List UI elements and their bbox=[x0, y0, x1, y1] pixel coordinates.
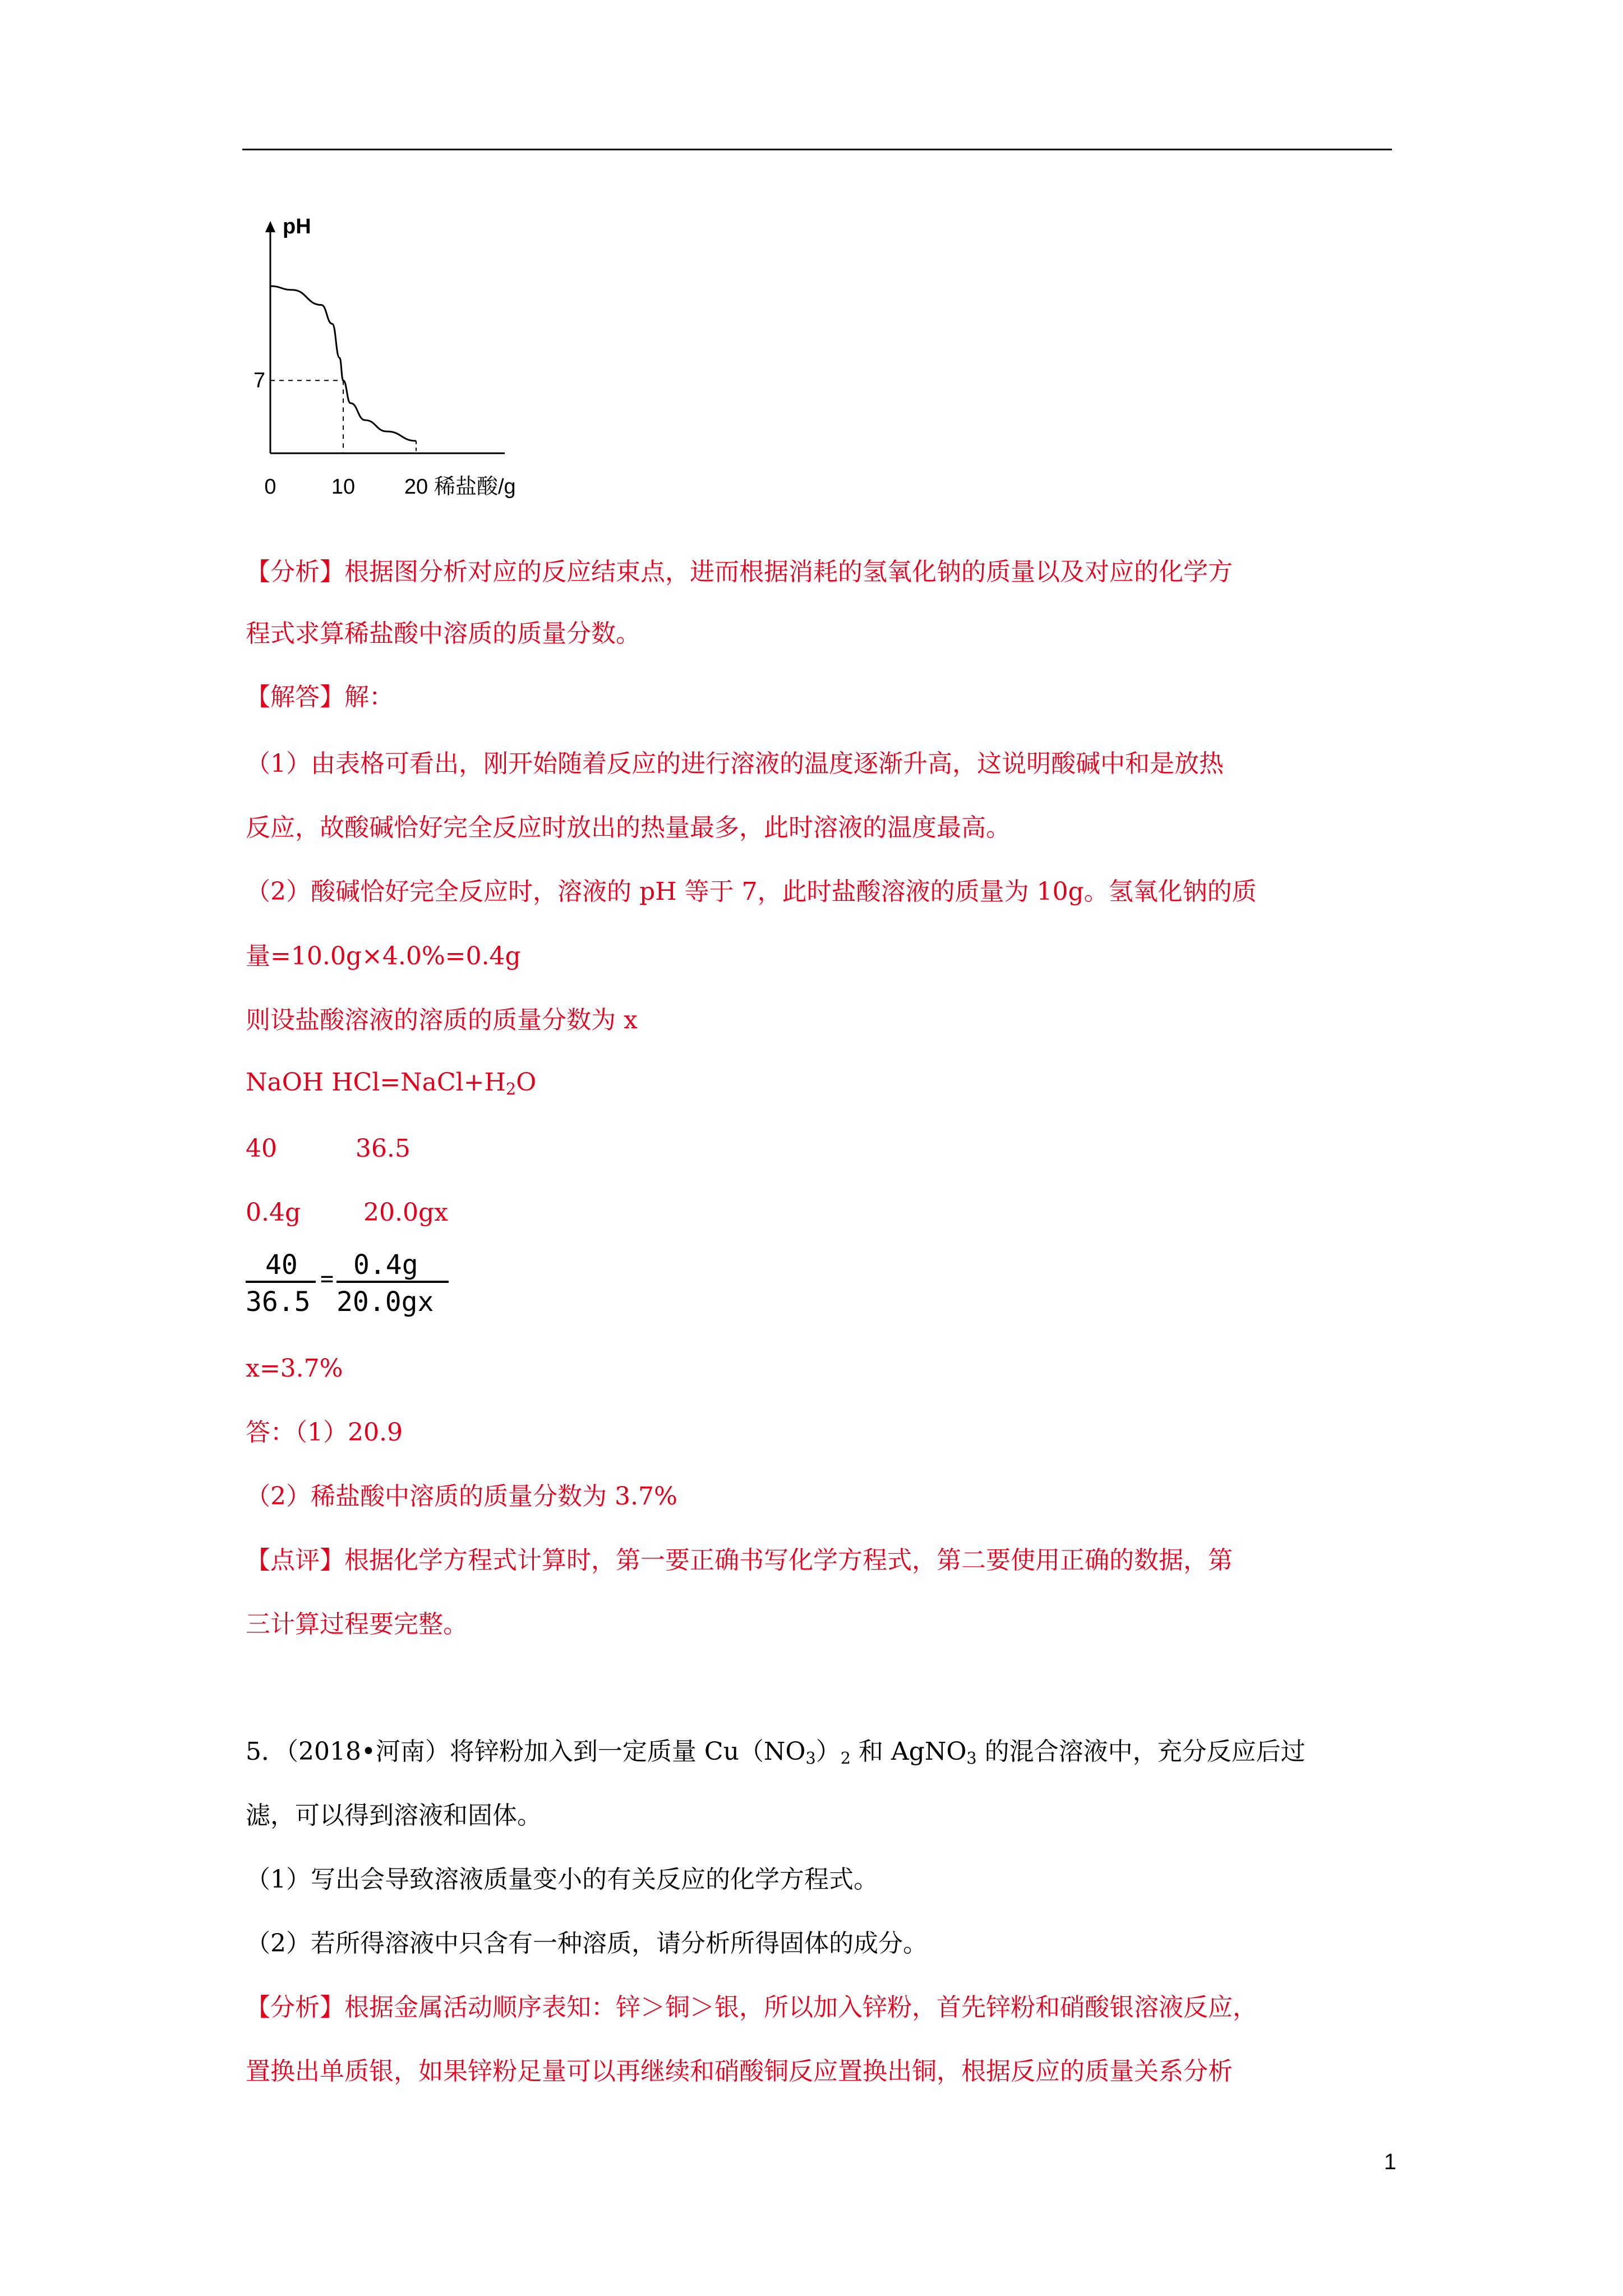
answer-2-line-2: 量=10.0g×4.0%=0.4g bbox=[246, 942, 521, 970]
fraction-left-bar bbox=[246, 1281, 316, 1283]
equation-suffix: O bbox=[516, 1068, 537, 1097]
question-5-line-1 bbox=[246, 1735, 1395, 1769]
fraction-right-numerator: 0.4g bbox=[353, 1249, 418, 1281]
analysis-line-2: 程式求算稀盐酸中溶质的质量分数。 bbox=[246, 619, 640, 648]
final-answer-2: （2）稀盐酸中溶质的质量分数为 3.7% bbox=[246, 1482, 677, 1511]
molar-mass-row: 40 36.5 bbox=[246, 1134, 411, 1163]
fraction-left-numerator: 40 bbox=[265, 1249, 298, 1281]
x-tick-10: 10 bbox=[331, 475, 356, 499]
answer-1-line-2: 反应，故酸碱恰好完全反应时放出的热量最多，此时溶液的温度最高。 bbox=[246, 813, 1011, 842]
q5-mid-2: 和 AgNO bbox=[850, 1737, 967, 1766]
answer-2-line-1: （2）酸碱恰好完全反应时，溶液的 pH 等于 7，此时盐酸溶液的质量为 10g。氢氧化钠的质 bbox=[246, 877, 1257, 906]
ph-chart-svg bbox=[241, 208, 600, 522]
q5-prefix: 5．（2018•河南）将锌粉加入到一定质量 Cu（NO bbox=[246, 1737, 806, 1766]
x-tick-20: 20 bbox=[404, 475, 428, 499]
comment-line-1: 【点评】根据化学方程式计算时，第一要正确书写化学方程式，第二要使用正确的数据，第 bbox=[246, 1546, 1233, 1575]
analysis-line-1: 【分析】根据图分析对应的反应结束点，进而根据消耗的氢氧化钠的质量以及对应的化学方 bbox=[246, 558, 1233, 586]
q5-suffix: 的混合溶液中，充分反应后过 bbox=[976, 1737, 1306, 1766]
question-5-part-1: （1）写出会导致溶液质量变小的有关反应的化学方程式。 bbox=[246, 1865, 878, 1894]
x-result: x=3.7% bbox=[246, 1354, 343, 1383]
equation-subscript: 2 bbox=[505, 1079, 517, 1099]
q5-sub-2: 2 bbox=[840, 1749, 851, 1768]
q5-sub-1: 3 bbox=[805, 1749, 816, 1768]
x-axis-label: 稀盐酸/g bbox=[434, 475, 516, 499]
answer-1-line-1: （1）由表格可看出，刚开始随着反应的进行溶液的温度逐渐升高，这说明酸碱中和是放热 bbox=[246, 749, 1224, 778]
fraction-equals: = bbox=[320, 1266, 334, 1292]
q5-analysis-line-2: 置换出单质银，如果锌粉足量可以再继续和硝酸铜反应置换出铜，根据反应的质量关系分析 bbox=[246, 2057, 1233, 2086]
proportion-fraction bbox=[246, 1248, 448, 1332]
q5-mid-1: ） bbox=[815, 1737, 841, 1766]
final-answer-1: 答：（1）20.9 bbox=[246, 1418, 403, 1447]
ph-chart bbox=[241, 208, 600, 522]
y-axis-label: pH bbox=[283, 215, 311, 238]
question-5-part-2: （2）若所得溶液中只含有一种溶质，请分析所得固体的成分。 bbox=[246, 1929, 928, 1958]
fraction-right-bar bbox=[336, 1281, 449, 1283]
y-tick-7: 7 bbox=[253, 369, 266, 393]
chemical-equation bbox=[246, 1066, 1395, 1099]
page-number: 1 bbox=[1384, 2150, 1396, 2174]
fraction-right-denominator: 20.0gx bbox=[336, 1286, 434, 1318]
answer-2-line-3: 则设盐酸溶液的溶质的质量分数为 x bbox=[246, 1006, 638, 1034]
x-tick-0: 0 bbox=[264, 475, 276, 499]
header-rule bbox=[242, 149, 1392, 150]
equation-prefix: NaOH HCl=NaCl+H bbox=[246, 1068, 506, 1097]
fraction-left-denominator: 36.5 bbox=[246, 1286, 311, 1318]
q5-sub-3: 3 bbox=[966, 1749, 977, 1768]
q5-analysis-line-1: 【分析】根据金属活动顺序表知：锌＞铜＞银，所以加入锌粉，首先锌粉和硝酸银溶液反应， bbox=[246, 1993, 1257, 2022]
comment-line-2: 三计算过程要完整。 bbox=[246, 1610, 468, 1639]
mass-row: 0.4g 20.0gx bbox=[246, 1198, 448, 1227]
question-5-line-2: 滤，可以得到溶液和固体。 bbox=[246, 1801, 542, 1830]
answer-heading: 【解答】解： bbox=[246, 683, 394, 711]
y-axis-arrow bbox=[265, 221, 275, 232]
